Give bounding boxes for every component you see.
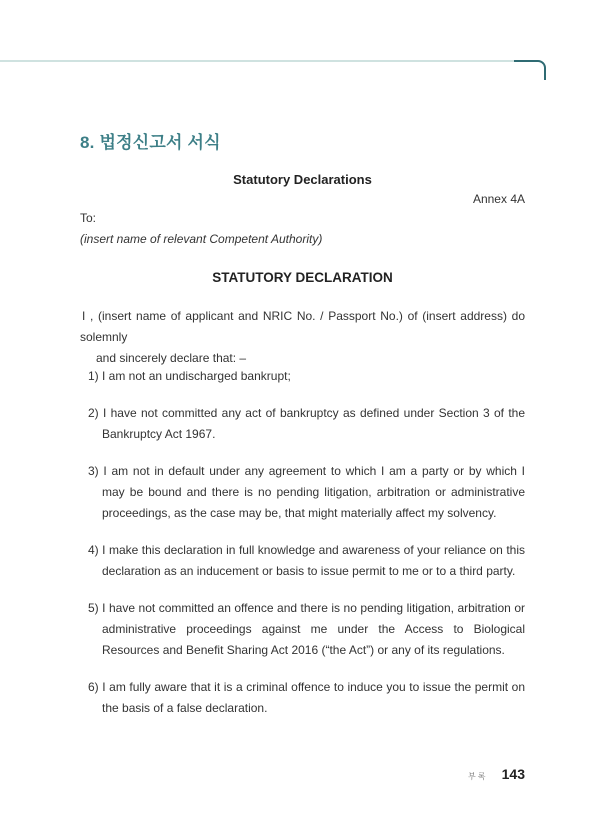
- declaration-item-5: 5) I have not committed an offence and there is no pending litigation, arbitration or administrative proceedings against me under the Access to Biological Resources and Benefit Sharing Act 2016 (“the Act”) or any of its regulations.: [88, 601, 525, 657]
- declaration-item-1: 1) I am not an undischarged bankrupt;: [88, 369, 291, 383]
- appendix-label: 부록: [468, 772, 488, 781]
- header-rule: [0, 60, 530, 62]
- to-label: To:: [80, 211, 97, 225]
- declaration-item-6: 6) I am fully aware that it is a criminal offence to induce you to issue the permit on the basis of a false declaration.: [88, 680, 525, 715]
- declaration-item-4: 4) I make this declaration in full knowledge and awareness of your reliance on this declaration as an inducement or basis to issue permit to me or to a third party.: [88, 543, 525, 578]
- authority-placeholder: (insert name of relevant Competent Authority): [80, 232, 323, 246]
- declaration-title: STATUTORY DECLARATION: [212, 270, 393, 285]
- page-number: 143: [501, 766, 525, 782]
- declaration-item-2: 2) I have not committed any act of bankruptcy as defined under Section 3 of the Bankruptcy Act 1967.: [88, 406, 525, 441]
- declaration-intro: [80, 306, 525, 369]
- declarations-heading: Statutory Declarations: [233, 172, 372, 187]
- section-title: 8. 법정신고서 서식: [80, 133, 221, 152]
- declaration-item-3: 3) I am not in default under any agreement to which I am a party or by which I may be bound and there is no pending litigation, arbitration or administrative proceedings, as the case may be, that might materially affect my solvency.: [88, 464, 525, 520]
- intro-line-2: and sincerely declare that: –: [96, 351, 247, 365]
- annex-label: Annex 4A: [472, 192, 525, 206]
- intro-line-1: I , (insert name of applicant and NRIC No. / Passport No.) of (insert address) do solemnly: [80, 309, 525, 344]
- header-corner-mark: [514, 60, 546, 80]
